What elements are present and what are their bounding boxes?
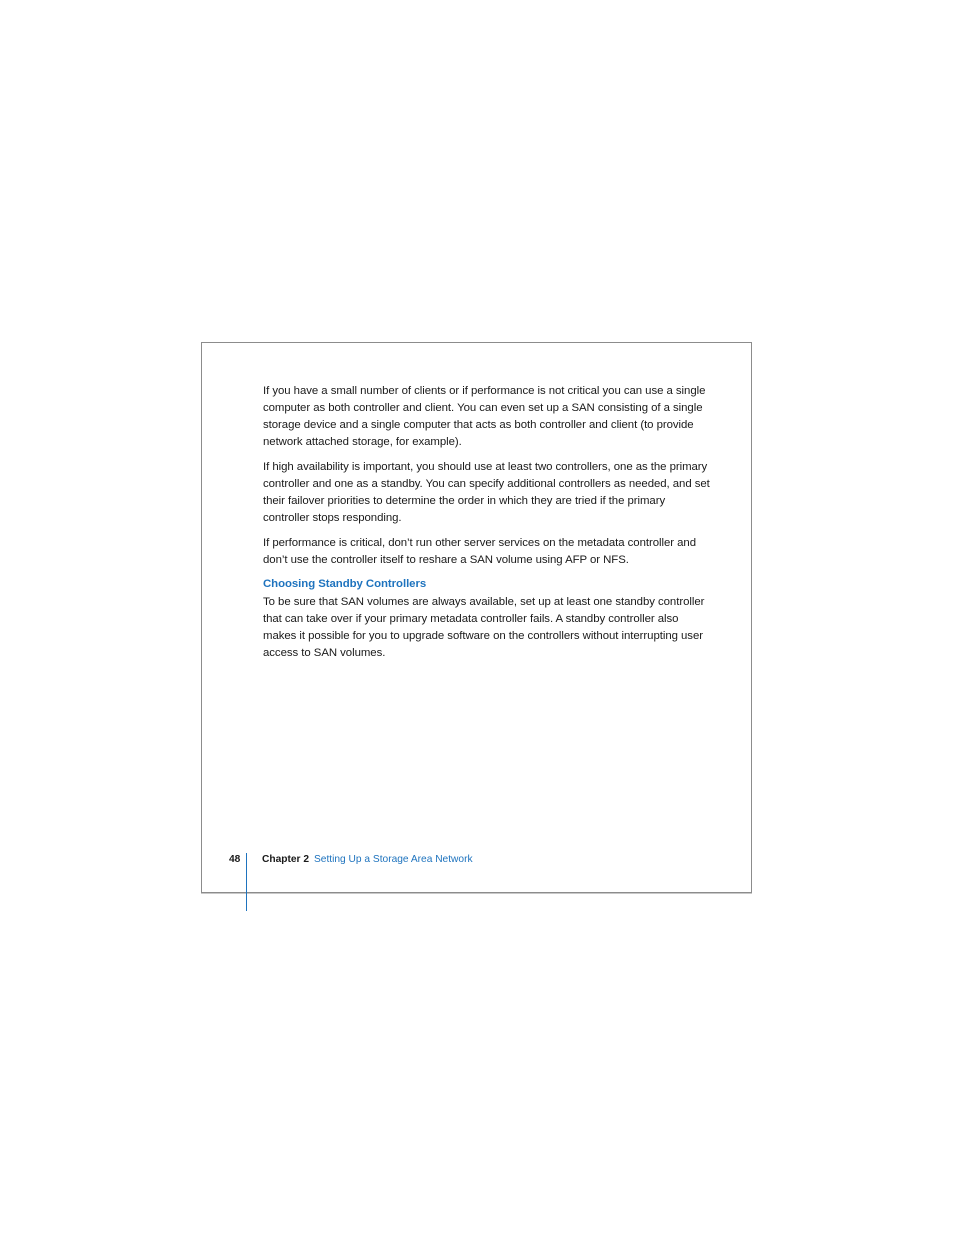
body-paragraph: If performance is critical, don’t run other server services on the metadata controller and don’t use the controller itself to reshare a SAN volume using AFP or NFS. [263,536,696,566]
page-body [263,383,713,669]
body-paragraph: If you have a small number of clients or if performance is not critical you can use a single computer as both controller and client. You can even set up a SAN consisting of a single storage device and a single computer that acts as both controller and client (to provide network attached storage, for example). [263,385,706,449]
page-number: 48 [229,854,241,865]
chapter-label: Chapter 2 [262,854,309,865]
footer-divider [246,853,247,911]
section-heading: Choosing Standby Controllers [263,578,427,591]
body-paragraph: If high availability is important, you should use at least two controllers, one as the primary controller and one as a standby. You can specify additional controllers as needed, and set their failover priorities to determine the order in which they are tried if the primary controller stops responding. [263,460,710,525]
chapter-title: Setting Up a Storage Area Network [314,854,473,865]
section-paragraph: To be sure that SAN volumes are always available, set up at least one standby controller that can take over if your primary metadata controller fails. A standby controller also makes it possible for you to upgrade software on the controllers without interrupting user access to SAN volumes. [263,595,705,659]
running-footer [262,853,473,867]
